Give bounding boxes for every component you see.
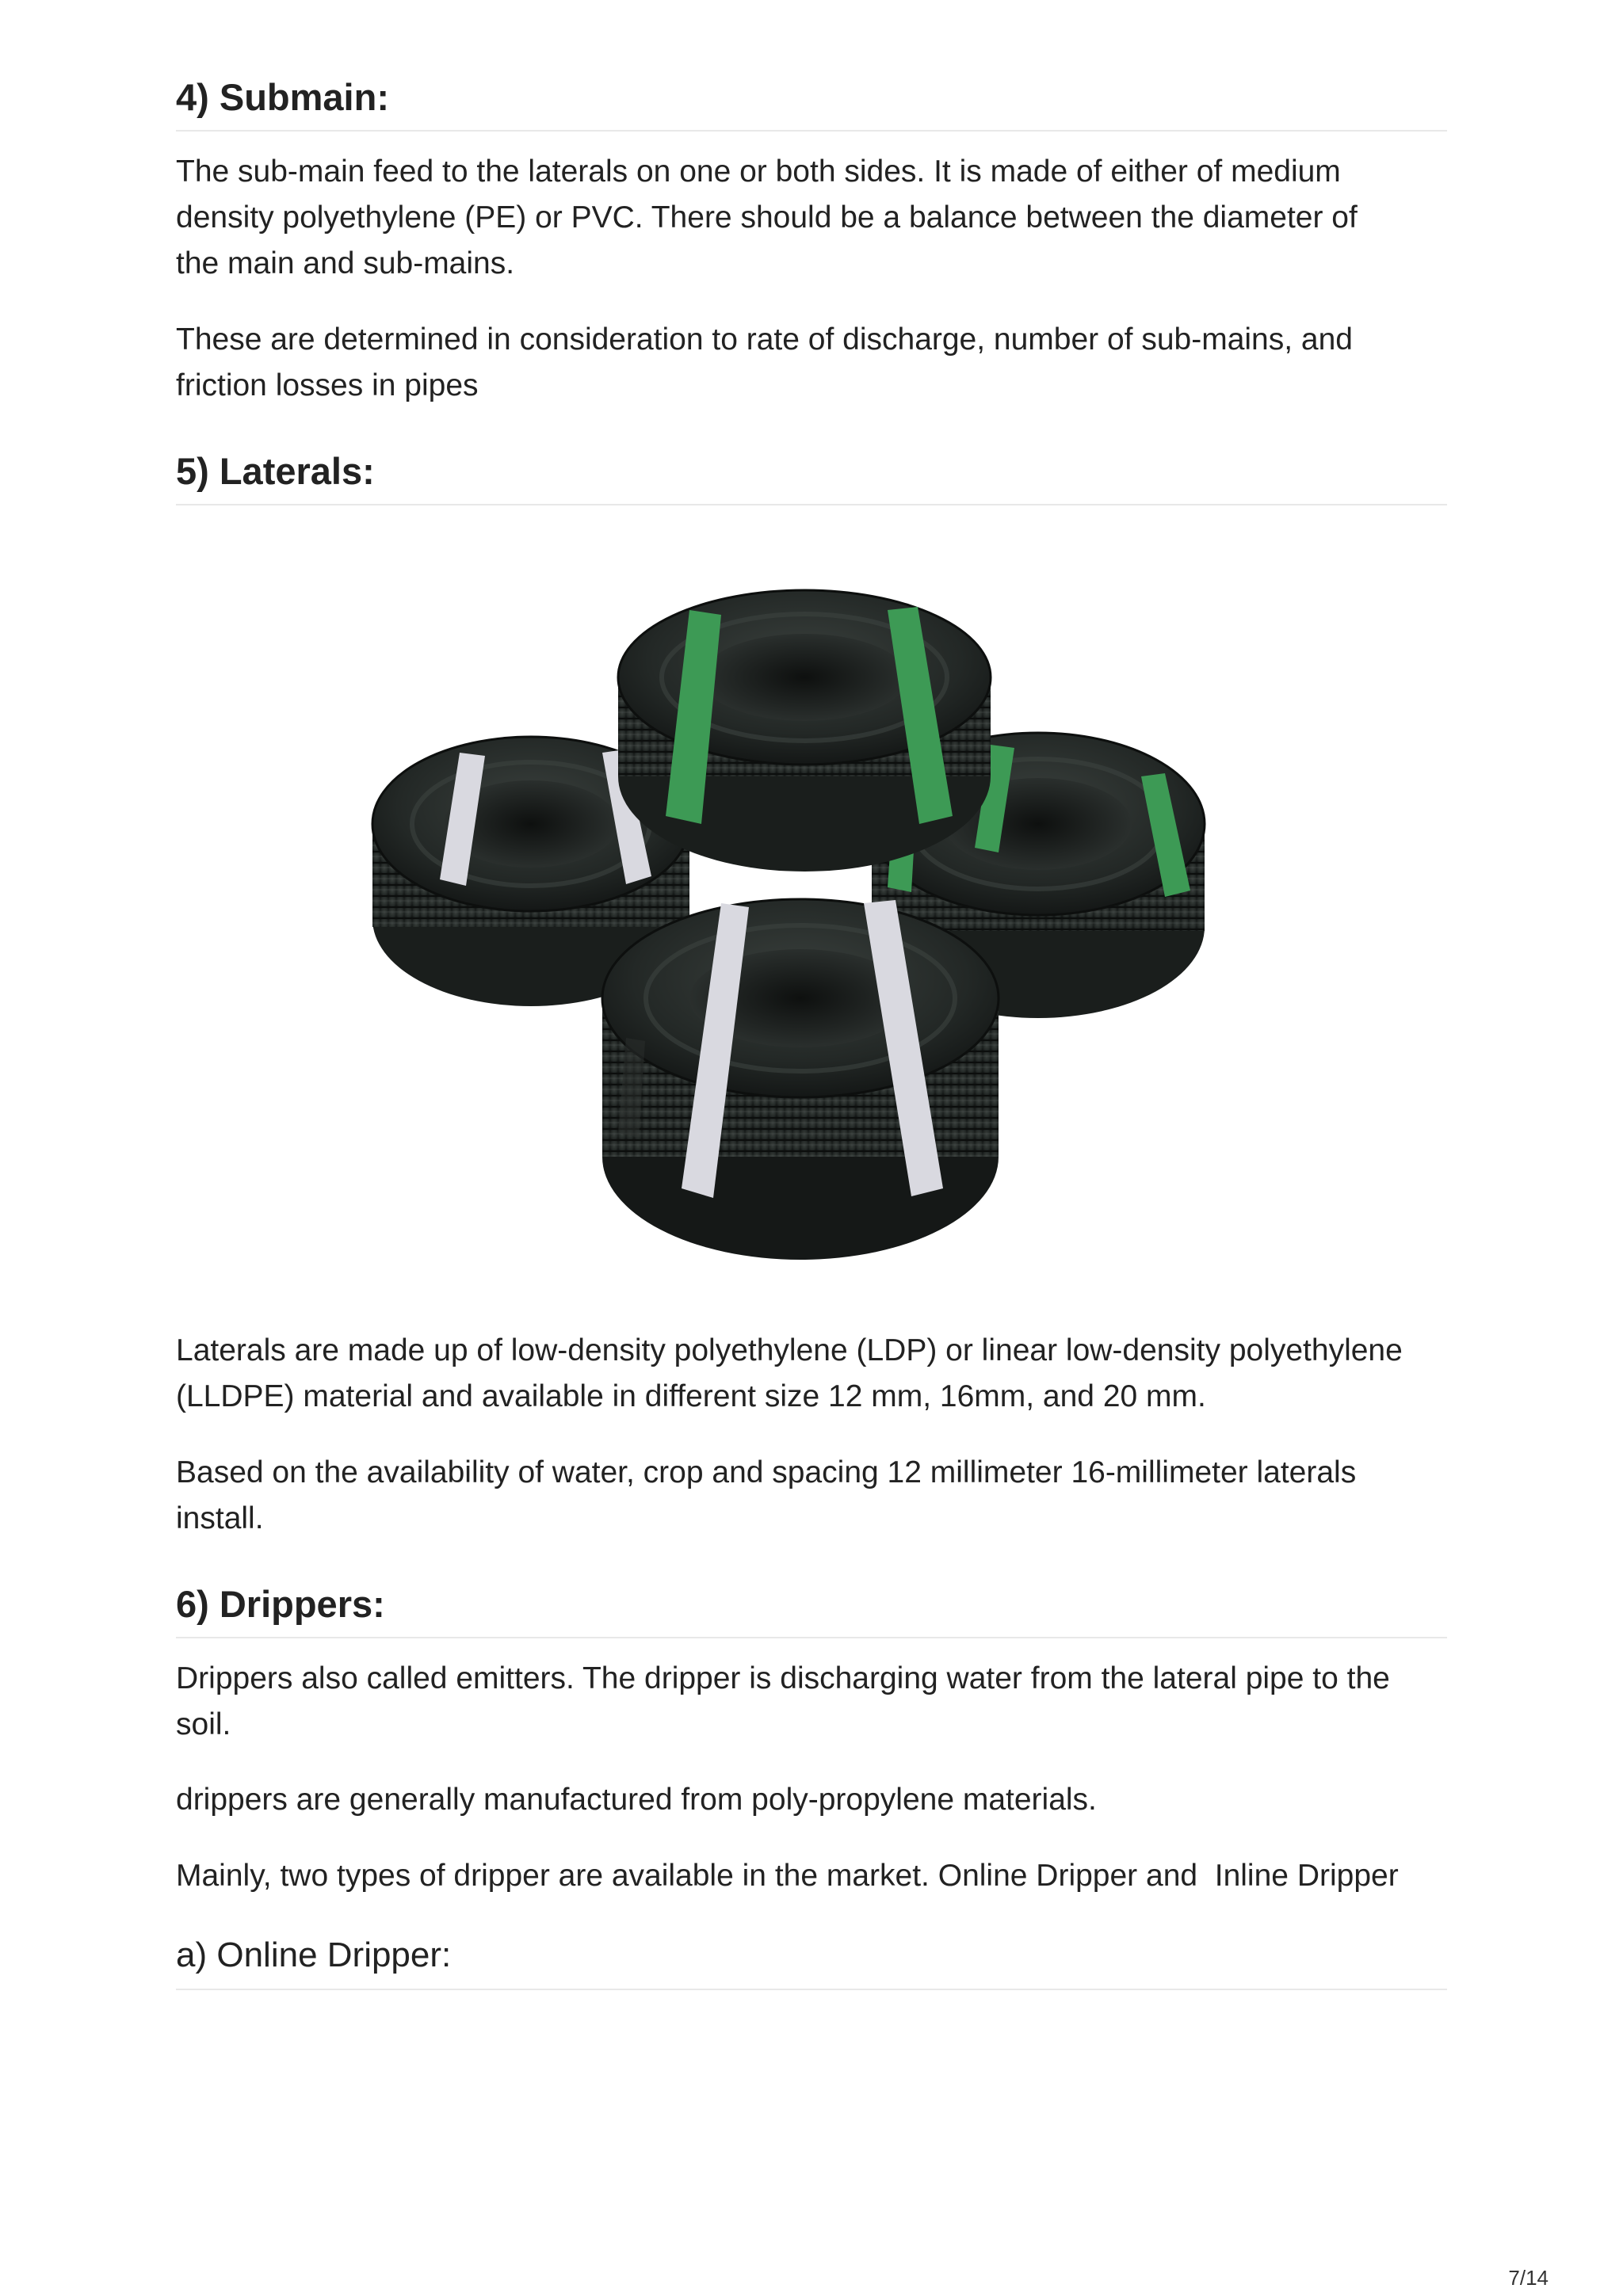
laterals-paragraph-1: Laterals are made up of low-density polyethylene (LDP) or linear low-density polyethylene (LLDPE) material and available in different size 12 mm, 16mm, and 20 mm. xyxy=(176,1333,1403,1413)
submain-text xyxy=(176,149,1447,287)
heading-laterals: 5) Laterals: xyxy=(176,448,1447,505)
section-laterals xyxy=(176,448,1447,505)
section-drippers xyxy=(176,1581,1447,1638)
drippers-text-3 xyxy=(176,1853,1447,1899)
drippers-text-2 xyxy=(176,1777,1447,1823)
laterals-text xyxy=(176,1328,1447,1420)
coil-top xyxy=(618,590,991,871)
drippers-paragraph-1: Drippers also called emitters. The dripper is discharging water from the lateral pipe to the soil. xyxy=(176,1661,1390,1741)
submain-paragraph-1: The sub-main feed to the laterals on one or both sides. It is made of either of medium density polyethylene (PE) or PVC. There should be a balance between the diameter of the main and sub-mains. xyxy=(176,154,1358,280)
laterals-paragraph-2: Based on the availability of water, crop and spacing 12 millimeter 16-millimeter laterals install. xyxy=(176,1455,1357,1535)
submain-paragraph-2: These are determined in consideration to rate of discharge, number of sub-mains, and friction losses in pipes xyxy=(176,322,1353,402)
laterals-text-2 xyxy=(176,1450,1447,1542)
section-submain xyxy=(176,74,1447,132)
heading-online-dripper: a) Online Dripper: xyxy=(176,1933,1447,1990)
drippers-paragraph-3: Mainly, two types of dripper are available in the market. Online Dripper and Inline Dripper xyxy=(176,1859,1399,1893)
page-number: 7/14 xyxy=(1508,2266,1549,2290)
heading-drippers: 6) Drippers: xyxy=(176,1581,1447,1638)
heading-submain: 4) Submain: xyxy=(176,74,1447,132)
section-online-dripper xyxy=(176,1933,1447,1990)
pipe-coils-illustration xyxy=(341,586,1292,1283)
drippers-text-1 xyxy=(176,1656,1447,1748)
submain-text-2 xyxy=(176,317,1447,409)
drippers-paragraph-2: drippers are generally manufactured from poly-propylene materials. xyxy=(176,1783,1097,1817)
laterals-image xyxy=(341,586,1292,1283)
coil-front xyxy=(602,899,999,1260)
